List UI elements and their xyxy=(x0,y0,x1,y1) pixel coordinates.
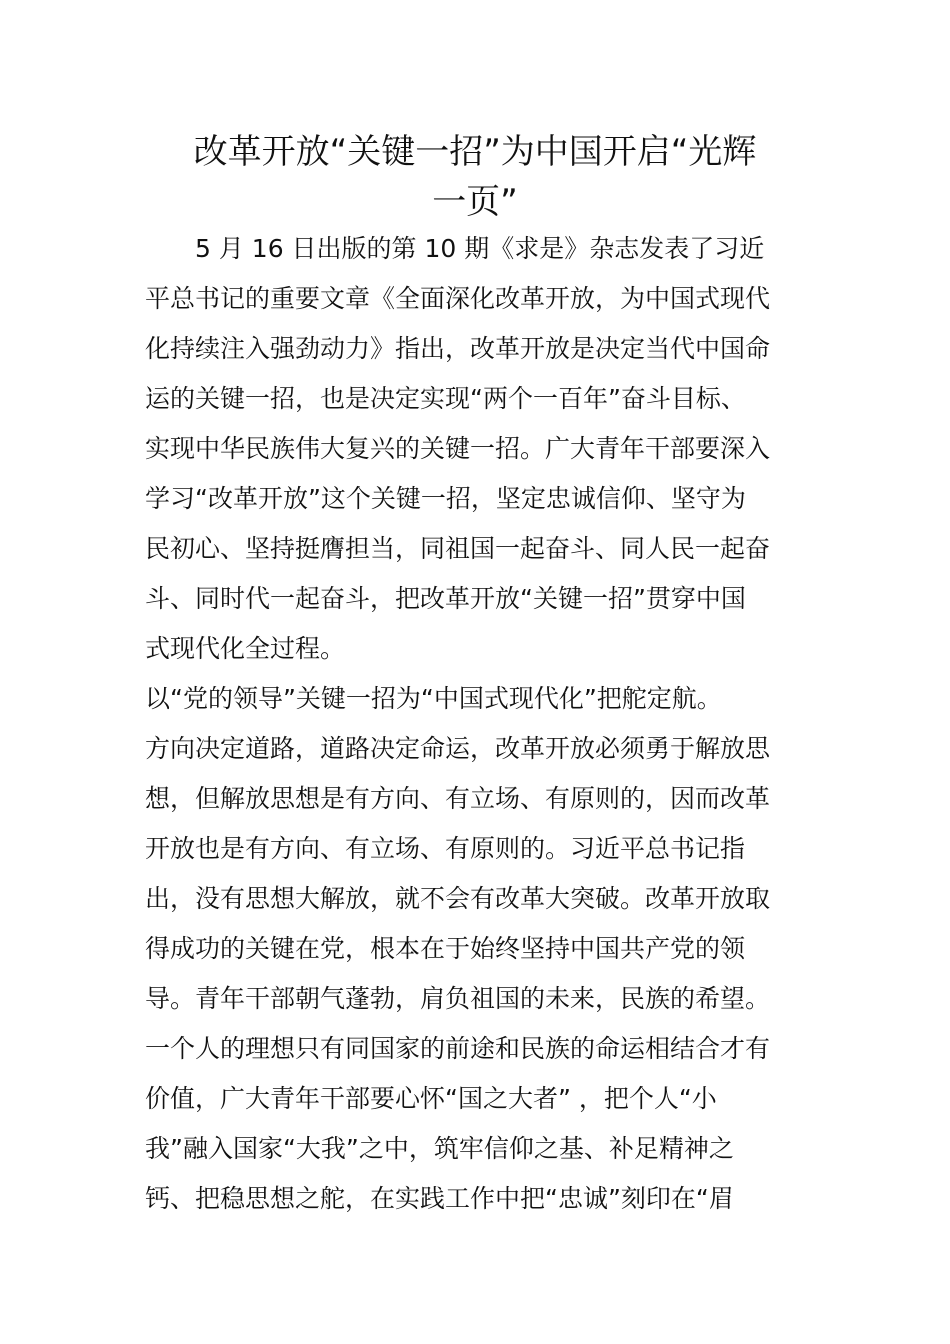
document-title-line-1: 改革开放“关键一招”为中国开启“光辉 xyxy=(193,132,757,172)
body-line: 想，但解放思想是有方向、有立场、有原则的，因而改革 xyxy=(145,784,771,813)
document-title-line-2: 一页” xyxy=(432,182,518,222)
body-line: 化持续注入强劲动力》指出，改革开放是决定当代中国命 xyxy=(145,334,771,363)
body-line: 得成功的关键在党，根本在于始终坚持中国共产党的领 xyxy=(145,934,746,963)
body-line: 以“党的领导”关键一招为“中国式现代化”把舵定航。 xyxy=(145,684,722,713)
body-line: 实现中华民族伟大复兴的关键一招。广大青年干部要深入 xyxy=(145,434,771,463)
body-line: 5 月 16 日出版的第 10 期《求是》杂志发表了习近 xyxy=(145,234,765,263)
body-line: 平总书记的重要文章《全面深化改革开放，为中国式现代 xyxy=(145,284,771,313)
body-line: 一个人的理想只有同国家的前途和民族的命运相结合才有 xyxy=(145,1034,771,1063)
body-line: 学习“改革开放”这个关键一招，坚定忠诚信仰、坚守为 xyxy=(145,484,746,513)
body-line: 价值，广大青年干部要心怀“国之大者” ，把个人“小 xyxy=(145,1084,717,1113)
body-line: 式现代化全过程。 xyxy=(145,634,346,663)
body-line: 运的关键一招，也是决定实现“两个一百年”奋斗目标、 xyxy=(145,384,746,413)
body-line: 斗、同时代一起奋斗，把改革开放“关键一招”贯穿中国 xyxy=(145,584,746,613)
body-line: 方向决定道路，道路决定命运，改革开放必须勇于解放思 xyxy=(145,734,771,763)
body-line: 导。青年干部朝气蓬勃，肩负祖国的未来，民族的希望。 xyxy=(145,984,771,1013)
body-line: 出，没有思想大解放，就不会有改革大突破。改革开放取 xyxy=(145,884,771,913)
body-line: 开放也是有方向、有立场、有原则的。习近平总书记指 xyxy=(145,834,746,863)
body-line: 民初心、坚持挺膺担当，同祖国一起奋斗、同人民一起奋 xyxy=(145,534,771,563)
body-line: 钙、把稳思想之舵，在实践工作中把“忠诚”刻印在“眉 xyxy=(145,1184,734,1213)
body-line: 我”融入国家“大我”之中，筑牢信仰之基、补足精神之 xyxy=(145,1134,734,1163)
